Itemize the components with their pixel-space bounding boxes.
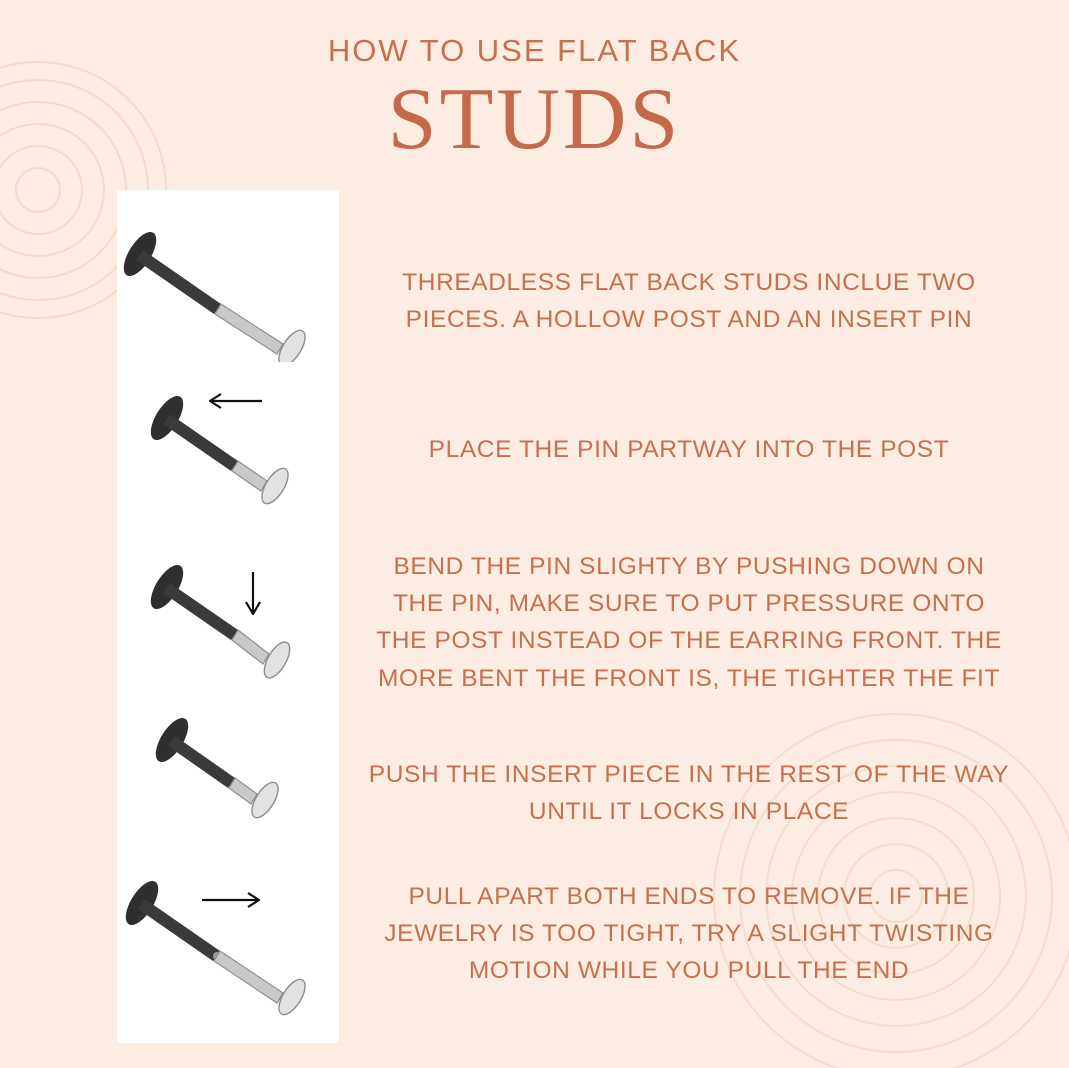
step-line: MORE BENT THE FRONT IS, THE TIGHTER THE FIT (377, 664, 1001, 692)
stud-illustration-1 (117, 212, 339, 362)
stud-illustration-2 (117, 383, 339, 533)
flat-back-stud-pull-apart-icon (117, 855, 339, 1020)
step-line: PUSH THE INSERT PIECE IN THE REST OF THE WAY (368, 761, 1010, 788)
page-header (0, 33, 1069, 169)
step-line: UNTIL IT LOCKS IN PLACE (528, 798, 850, 826)
step-line: JEWELRY IS TOO TIGHT, TRY A SLIGHT TWISTING (384, 920, 994, 948)
step-text-5 (339, 878, 1039, 990)
arrow-left-icon (210, 394, 262, 408)
step-text-4 (339, 756, 1039, 830)
illustration-panel (117, 190, 339, 1043)
page-kicker: HOW TO USE FLAT BACK (327, 33, 742, 68)
step-text-1 (339, 264, 1039, 338)
flat-back-stud-locked-icon (117, 718, 339, 868)
step-line: PIECES. A HOLLOW POST AND AN INSERT PIN (405, 306, 973, 334)
stud-illustration-5 (117, 855, 339, 1005)
arrow-down-icon (246, 572, 260, 614)
step-line: THE PIN, MAKE SURE TO PUT PRESSURE ONTO (392, 590, 985, 618)
page-title: STUDS (387, 71, 682, 169)
step-text-2 (339, 431, 1039, 468)
step-line: MOTION WHILE YOU PULL THE END (468, 957, 910, 985)
step-line: PULL APART BOTH ENDS TO REMOVE. IF THE (408, 883, 970, 910)
flat-back-stud-separated-icon (117, 212, 339, 362)
flat-back-stud-bend-pin-icon (117, 550, 339, 700)
stud-illustration-4 (117, 718, 339, 868)
step-text-3 (339, 548, 1039, 697)
step-line: THREADLESS FLAT BACK STUDS INCLUE TWO (402, 269, 976, 296)
step-line: PLACE THE PIN PARTWAY INTO THE POST (428, 436, 950, 463)
instructions-column (339, 190, 1039, 1043)
arrow-right-icon (202, 893, 259, 907)
flat-back-stud-pin-partway-icon (117, 383, 339, 533)
step-line: BEND THE PIN SLIGHTY BY PUSHING DOWN ON (393, 553, 985, 580)
stud-illustration-3 (117, 550, 339, 700)
step-line: THE POST INSTEAD OF THE EARRING FRONT. THE (376, 627, 1002, 655)
